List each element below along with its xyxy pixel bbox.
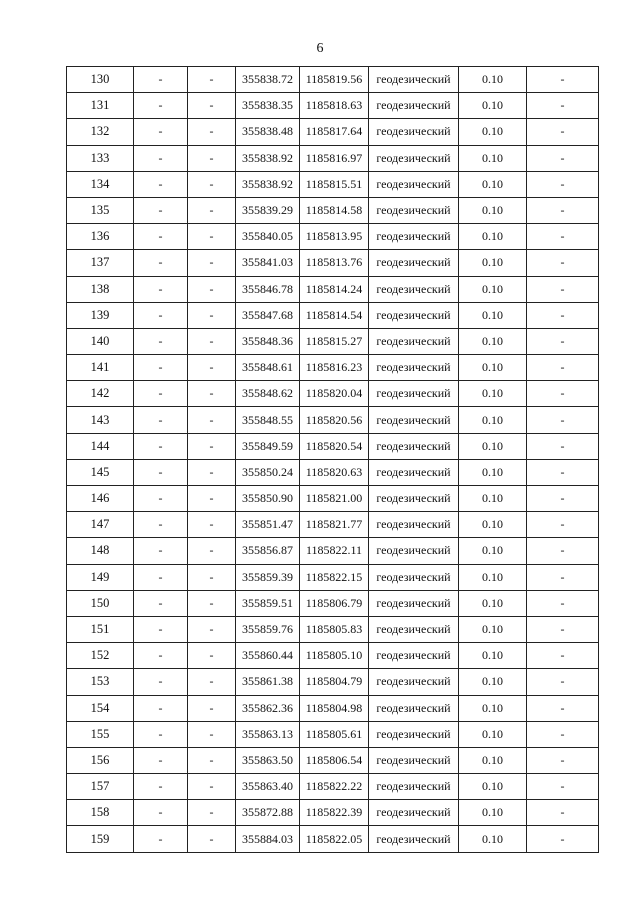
point-number-cell: 154 — [67, 695, 134, 721]
old-y-cell: - — [188, 328, 236, 354]
y-coordinate-cell: 1185816.97 — [300, 145, 369, 171]
method-cell: геодезический — [369, 145, 459, 171]
y-coordinate-cell: 1185806.54 — [300, 747, 369, 773]
y-coordinate-cell: 1185815.51 — [300, 171, 369, 197]
x-coordinate-cell: 355884.03 — [236, 826, 300, 852]
table-row — [67, 643, 599, 669]
x-coordinate-cell: 355859.76 — [236, 616, 300, 642]
old-y-cell: - — [188, 276, 236, 302]
point-number-cell: 132 — [67, 119, 134, 145]
old-y-cell: - — [188, 224, 236, 250]
y-coordinate-cell: 1185813.95 — [300, 224, 369, 250]
x-coordinate-cell: 355862.36 — [236, 695, 300, 721]
old-y-cell: - — [188, 512, 236, 538]
method-cell: геодезический — [369, 381, 459, 407]
y-coordinate-cell: 1185814.54 — [300, 302, 369, 328]
accuracy-cell: 0.10 — [459, 669, 527, 695]
table-row — [67, 433, 599, 459]
y-coordinate-cell: 1185804.98 — [300, 695, 369, 721]
note-cell: - — [527, 433, 599, 459]
note-cell: - — [527, 774, 599, 800]
y-coordinate-cell: 1185805.83 — [300, 616, 369, 642]
table-row — [67, 459, 599, 485]
note-cell: - — [527, 171, 599, 197]
note-cell: - — [527, 197, 599, 223]
x-coordinate-cell: 355863.50 — [236, 747, 300, 773]
method-cell: геодезический — [369, 721, 459, 747]
x-coordinate-cell: 355840.05 — [236, 224, 300, 250]
y-coordinate-cell: 1185822.05 — [300, 826, 369, 852]
y-coordinate-cell: 1185822.15 — [300, 564, 369, 590]
point-number-cell: 156 — [67, 747, 134, 773]
point-number-cell: 147 — [67, 512, 134, 538]
note-cell: - — [527, 407, 599, 433]
accuracy-cell: 0.10 — [459, 67, 527, 93]
x-coordinate-cell: 355850.24 — [236, 459, 300, 485]
accuracy-cell: 0.10 — [459, 250, 527, 276]
method-cell: геодезический — [369, 171, 459, 197]
old-y-cell: - — [188, 381, 236, 407]
point-number-cell: 158 — [67, 800, 134, 826]
point-number-cell: 131 — [67, 93, 134, 119]
table-row — [67, 512, 599, 538]
point-number-cell: 140 — [67, 328, 134, 354]
y-coordinate-cell: 1185820.04 — [300, 381, 369, 407]
y-coordinate-cell: 1185816.23 — [300, 355, 369, 381]
point-number-cell: 159 — [67, 826, 134, 852]
accuracy-cell: 0.10 — [459, 224, 527, 250]
accuracy-cell: 0.10 — [459, 407, 527, 433]
old-y-cell: - — [188, 67, 236, 93]
y-coordinate-cell: 1185805.10 — [300, 643, 369, 669]
old-y-cell: - — [188, 145, 236, 171]
point-number-cell: 150 — [67, 590, 134, 616]
method-cell: геодезический — [369, 433, 459, 459]
note-cell: - — [527, 459, 599, 485]
point-number-cell: 141 — [67, 355, 134, 381]
accuracy-cell: 0.10 — [459, 197, 527, 223]
note-cell: - — [527, 302, 599, 328]
y-coordinate-cell: 1185817.64 — [300, 119, 369, 145]
old-x-cell: - — [134, 538, 188, 564]
point-number-cell: 143 — [67, 407, 134, 433]
point-number-cell: 149 — [67, 564, 134, 590]
table-row — [67, 302, 599, 328]
accuracy-cell: 0.10 — [459, 747, 527, 773]
note-cell: - — [527, 643, 599, 669]
old-x-cell: - — [134, 93, 188, 119]
y-coordinate-cell: 1185813.76 — [300, 250, 369, 276]
accuracy-cell: 0.10 — [459, 119, 527, 145]
method-cell: геодезический — [369, 774, 459, 800]
y-coordinate-cell: 1185820.56 — [300, 407, 369, 433]
old-x-cell: - — [134, 224, 188, 250]
table-row — [67, 695, 599, 721]
old-x-cell: - — [134, 774, 188, 800]
old-x-cell: - — [134, 433, 188, 459]
note-cell: - — [527, 590, 599, 616]
old-y-cell: - — [188, 302, 236, 328]
accuracy-cell: 0.10 — [459, 328, 527, 354]
note-cell: - — [527, 250, 599, 276]
x-coordinate-cell: 355838.48 — [236, 119, 300, 145]
point-number-cell: 134 — [67, 171, 134, 197]
method-cell: геодезический — [369, 197, 459, 223]
point-number-cell: 142 — [67, 381, 134, 407]
y-coordinate-cell: 1185806.79 — [300, 590, 369, 616]
accuracy-cell: 0.10 — [459, 590, 527, 616]
old-x-cell: - — [134, 119, 188, 145]
table-row — [67, 355, 599, 381]
old-x-cell: - — [134, 800, 188, 826]
old-y-cell: - — [188, 616, 236, 642]
method-cell: геодезический — [369, 512, 459, 538]
table-row — [67, 590, 599, 616]
point-number-cell: 136 — [67, 224, 134, 250]
point-number-cell: 151 — [67, 616, 134, 642]
x-coordinate-cell: 355863.40 — [236, 774, 300, 800]
table-row — [67, 67, 599, 93]
method-cell: геодезический — [369, 538, 459, 564]
old-y-cell: - — [188, 774, 236, 800]
table-row — [67, 276, 599, 302]
accuracy-cell: 0.10 — [459, 721, 527, 747]
point-number-cell: 148 — [67, 538, 134, 564]
note-cell: - — [527, 800, 599, 826]
old-y-cell: - — [188, 590, 236, 616]
note-cell: - — [527, 512, 599, 538]
accuracy-cell: 0.10 — [459, 276, 527, 302]
old-y-cell: - — [188, 564, 236, 590]
accuracy-cell: 0.10 — [459, 486, 527, 512]
x-coordinate-cell: 355856.87 — [236, 538, 300, 564]
y-coordinate-cell: 1185822.11 — [300, 538, 369, 564]
x-coordinate-cell: 355848.55 — [236, 407, 300, 433]
x-coordinate-cell: 355850.90 — [236, 486, 300, 512]
old-x-cell: - — [134, 512, 188, 538]
y-coordinate-cell: 1185822.39 — [300, 800, 369, 826]
method-cell: геодезический — [369, 93, 459, 119]
x-coordinate-cell: 355838.35 — [236, 93, 300, 119]
old-x-cell: - — [134, 276, 188, 302]
x-coordinate-cell: 355847.68 — [236, 302, 300, 328]
point-number-cell: 133 — [67, 145, 134, 171]
accuracy-cell: 0.10 — [459, 695, 527, 721]
table-row — [67, 250, 599, 276]
accuracy-cell: 0.10 — [459, 826, 527, 852]
old-x-cell: - — [134, 407, 188, 433]
note-cell: - — [527, 486, 599, 512]
point-number-cell: 152 — [67, 643, 134, 669]
point-number-cell: 138 — [67, 276, 134, 302]
point-number-cell: 130 — [67, 67, 134, 93]
method-cell: геодезический — [369, 119, 459, 145]
note-cell: - — [527, 538, 599, 564]
method-cell: геодезический — [369, 616, 459, 642]
table-row — [67, 197, 599, 223]
table-row — [67, 564, 599, 590]
note-cell: - — [527, 328, 599, 354]
x-coordinate-cell: 355848.36 — [236, 328, 300, 354]
table-row — [67, 721, 599, 747]
old-y-cell: - — [188, 747, 236, 773]
old-y-cell: - — [188, 171, 236, 197]
y-coordinate-cell: 1185815.27 — [300, 328, 369, 354]
old-y-cell: - — [188, 197, 236, 223]
table-row — [67, 774, 599, 800]
table-row — [67, 381, 599, 407]
note-cell: - — [527, 381, 599, 407]
y-coordinate-cell: 1185805.61 — [300, 721, 369, 747]
old-x-cell: - — [134, 145, 188, 171]
table-row — [67, 407, 599, 433]
method-cell: геодезический — [369, 250, 459, 276]
old-y-cell: - — [188, 643, 236, 669]
old-y-cell: - — [188, 93, 236, 119]
note-cell: - — [527, 826, 599, 852]
old-x-cell: - — [134, 826, 188, 852]
point-number-cell: 139 — [67, 302, 134, 328]
old-x-cell: - — [134, 459, 188, 485]
accuracy-cell: 0.10 — [459, 93, 527, 119]
table-row — [67, 800, 599, 826]
old-x-cell: - — [134, 197, 188, 223]
old-x-cell: - — [134, 669, 188, 695]
old-y-cell: - — [188, 486, 236, 512]
method-cell: геодезический — [369, 407, 459, 433]
old-y-cell: - — [188, 800, 236, 826]
old-x-cell: - — [134, 747, 188, 773]
old-x-cell: - — [134, 695, 188, 721]
method-cell: геодезический — [369, 590, 459, 616]
x-coordinate-cell: 355848.61 — [236, 355, 300, 381]
table-body — [67, 67, 599, 853]
table-row — [67, 171, 599, 197]
note-cell: - — [527, 564, 599, 590]
old-x-cell: - — [134, 328, 188, 354]
note-cell: - — [527, 119, 599, 145]
method-cell: геодезический — [369, 67, 459, 93]
old-x-cell: - — [134, 67, 188, 93]
accuracy-cell: 0.10 — [459, 459, 527, 485]
y-coordinate-cell: 1185814.58 — [300, 197, 369, 223]
old-y-cell: - — [188, 459, 236, 485]
table-row — [67, 119, 599, 145]
method-cell: геодезический — [369, 747, 459, 773]
accuracy-cell: 0.10 — [459, 381, 527, 407]
old-y-cell: - — [188, 433, 236, 459]
table-row — [67, 328, 599, 354]
point-number-cell: 155 — [67, 721, 134, 747]
x-coordinate-cell: 355860.44 — [236, 643, 300, 669]
method-cell: геодезический — [369, 564, 459, 590]
accuracy-cell: 0.10 — [459, 643, 527, 669]
old-y-cell: - — [188, 669, 236, 695]
method-cell: геодезический — [369, 695, 459, 721]
note-cell: - — [527, 355, 599, 381]
x-coordinate-cell: 355846.78 — [236, 276, 300, 302]
x-coordinate-cell: 355863.13 — [236, 721, 300, 747]
note-cell: - — [527, 616, 599, 642]
note-cell: - — [527, 93, 599, 119]
old-x-cell: - — [134, 643, 188, 669]
x-coordinate-cell: 355859.39 — [236, 564, 300, 590]
x-coordinate-cell: 355838.72 — [236, 67, 300, 93]
y-coordinate-cell: 1185820.63 — [300, 459, 369, 485]
method-cell: геодезический — [369, 276, 459, 302]
x-coordinate-cell: 355861.38 — [236, 669, 300, 695]
old-x-cell: - — [134, 171, 188, 197]
note-cell: - — [527, 67, 599, 93]
x-coordinate-cell: 355859.51 — [236, 590, 300, 616]
accuracy-cell: 0.10 — [459, 145, 527, 171]
old-y-cell: - — [188, 250, 236, 276]
old-x-cell: - — [134, 590, 188, 616]
point-number-cell: 153 — [67, 669, 134, 695]
method-cell: геодезический — [369, 643, 459, 669]
y-coordinate-cell: 1185822.22 — [300, 774, 369, 800]
note-cell: - — [527, 695, 599, 721]
y-coordinate-cell: 1185819.56 — [300, 67, 369, 93]
old-x-cell: - — [134, 250, 188, 276]
old-x-cell: - — [134, 616, 188, 642]
point-number-cell: 157 — [67, 774, 134, 800]
old-x-cell: - — [134, 721, 188, 747]
accuracy-cell: 0.10 — [459, 355, 527, 381]
method-cell: геодезический — [369, 328, 459, 354]
page-number: 6 — [316, 41, 324, 56]
note-cell: - — [527, 747, 599, 773]
old-x-cell: - — [134, 355, 188, 381]
method-cell: геодезический — [369, 302, 459, 328]
method-cell: геодезический — [369, 486, 459, 512]
old-y-cell: - — [188, 355, 236, 381]
table-row — [67, 486, 599, 512]
note-cell: - — [527, 145, 599, 171]
y-coordinate-cell: 1185818.63 — [300, 93, 369, 119]
y-coordinate-cell: 1185821.00 — [300, 486, 369, 512]
accuracy-cell: 0.10 — [459, 512, 527, 538]
x-coordinate-cell: 355838.92 — [236, 145, 300, 171]
method-cell: геодезический — [369, 826, 459, 852]
y-coordinate-cell: 1185804.79 — [300, 669, 369, 695]
accuracy-cell: 0.10 — [459, 616, 527, 642]
point-number-cell: 137 — [67, 250, 134, 276]
accuracy-cell: 0.10 — [459, 774, 527, 800]
coordinates-table — [66, 66, 599, 853]
point-number-cell: 144 — [67, 433, 134, 459]
table-row — [67, 538, 599, 564]
old-x-cell: - — [134, 486, 188, 512]
table-row — [67, 826, 599, 852]
old-y-cell: - — [188, 538, 236, 564]
old-y-cell: - — [188, 119, 236, 145]
accuracy-cell: 0.10 — [459, 433, 527, 459]
accuracy-cell: 0.10 — [459, 564, 527, 590]
table-row — [67, 145, 599, 171]
note-cell: - — [527, 224, 599, 250]
x-coordinate-cell: 355839.29 — [236, 197, 300, 223]
old-y-cell: - — [188, 826, 236, 852]
accuracy-cell: 0.10 — [459, 800, 527, 826]
old-y-cell: - — [188, 695, 236, 721]
x-coordinate-cell: 355872.88 — [236, 800, 300, 826]
x-coordinate-cell: 355848.62 — [236, 381, 300, 407]
method-cell: геодезический — [369, 355, 459, 381]
method-cell: геодезический — [369, 800, 459, 826]
table-row — [67, 224, 599, 250]
x-coordinate-cell: 355849.59 — [236, 433, 300, 459]
old-y-cell: - — [188, 407, 236, 433]
table-row — [67, 93, 599, 119]
y-coordinate-cell: 1185821.77 — [300, 512, 369, 538]
point-number-cell: 145 — [67, 459, 134, 485]
note-cell: - — [527, 721, 599, 747]
old-x-cell: - — [134, 381, 188, 407]
x-coordinate-cell: 355838.92 — [236, 171, 300, 197]
table-row — [67, 669, 599, 695]
method-cell: геодезический — [369, 459, 459, 485]
x-coordinate-cell: 355841.03 — [236, 250, 300, 276]
y-coordinate-cell: 1185814.24 — [300, 276, 369, 302]
table-row — [67, 616, 599, 642]
accuracy-cell: 0.10 — [459, 302, 527, 328]
old-x-cell: - — [134, 302, 188, 328]
note-cell: - — [527, 669, 599, 695]
note-cell: - — [527, 276, 599, 302]
method-cell: геодезический — [369, 224, 459, 250]
accuracy-cell: 0.10 — [459, 538, 527, 564]
old-y-cell: - — [188, 721, 236, 747]
table-row — [67, 747, 599, 773]
old-x-cell: - — [134, 564, 188, 590]
method-cell: геодезический — [369, 669, 459, 695]
point-number-cell: 135 — [67, 197, 134, 223]
x-coordinate-cell: 355851.47 — [236, 512, 300, 538]
y-coordinate-cell: 1185820.54 — [300, 433, 369, 459]
accuracy-cell: 0.10 — [459, 171, 527, 197]
point-number-cell: 146 — [67, 486, 134, 512]
